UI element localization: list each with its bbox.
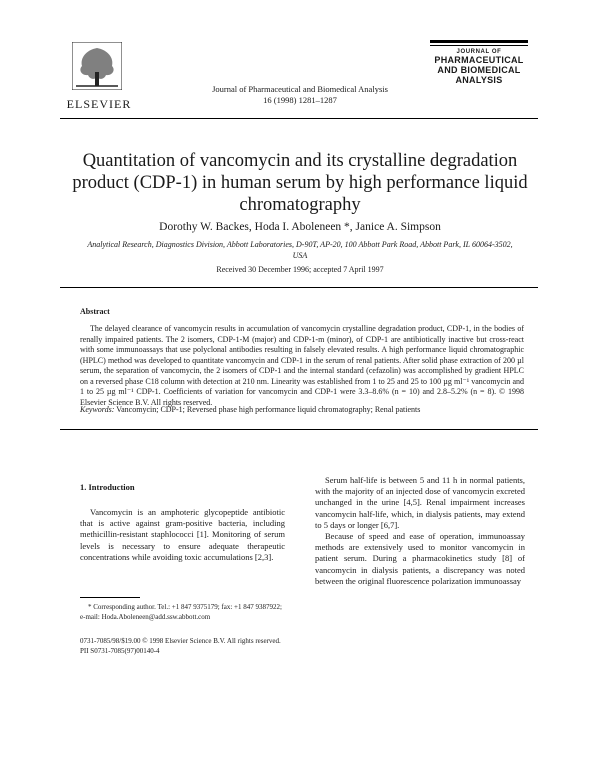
journal-volume: 16 (1998) 1281–1287 bbox=[263, 95, 337, 105]
title-divider bbox=[60, 287, 538, 288]
corresponding-author-footnote: * Corresponding author. Tel.: +1 847 9375179; fax: +1 847 9387922; e-mail: Hoda.Aboleneen@add.ssw.abbott.com bbox=[80, 603, 282, 621]
journal-name: Journal of Pharmaceutical and Biomedical Analysis bbox=[212, 84, 388, 94]
masthead-rule-thick bbox=[430, 40, 528, 43]
abstract-body: The delayed clearance of vancomycin results in accumulation of vancomycin crystalline degradation product, CDP-1, in the bodies of renally impaired patients. The 2 isomers, CDP-1-M (major) and CDP-1-m (minor), of CDP-1 are antibiotically inactive but cross-react with some immunoassays that use polyclonal antibodies resulting in falsely elevated results. A high performance liquid chromatographic (HPLC) method was developed to quantitate vancomycin and CDP-1 in the serum of renal patients. After solid phase extraction of 200 µl serum, the separation of vancomycin, the 2 isomers of CDP-1 and the internal standard (cefazolin) was accomplished by gradient HPLC on a reversed phase C18 column with detection at 210 nm. Linearity was established from 1 to 25 and 25 to 100 µg ml⁻¹ vancomycin and 1 to 25 µg ml⁻¹ CDP-1. Coefficients of variation for vancomycin and CDP-1 were 3.3–8.6% (n = 10) and 2.8–5.2% (n = 8). © 1998 Elsevier Science B.V. All rights reserved. bbox=[80, 324, 524, 407]
paper-title: Quantitation of vancomycin and its crystalline degradation product (CDP-1) in human serum by high performance liquid chromatography bbox=[72, 151, 528, 215]
abstract-divider bbox=[60, 429, 538, 430]
journal-masthead bbox=[430, 40, 528, 85]
intro-paragraph-2: Serum half-life is between 5 and 11 h in normal patients, with the majority of an injected dose of vancomycin excreted unchanged in the urine [4,5]. Renal impairment increases vancomycin half-life, which, in dialysis patients, may extend to 5 days or longer [6,7]. bbox=[315, 475, 525, 530]
masthead-line-3: ANALYSIS bbox=[455, 75, 503, 85]
footnote-rule bbox=[80, 597, 140, 598]
pii-line: PII S0731-7085(97)00140-4 bbox=[80, 646, 160, 655]
paper-authors: Dorothy W. Backes, Hoda I. Aboleneen *, Janice A. Simpson bbox=[159, 221, 441, 233]
keywords-label: Keywords: bbox=[80, 405, 115, 414]
header-divider bbox=[60, 118, 538, 119]
intro-paragraph-3: Because of speed and ease of operation, immunoassay methods are extensively used to monitor vancomycin in patient serum. During a pharmacokinetics study [8] of vancomycin in dialysis patients, a discrepancy was noted between the original fluorescence polarization immunoassay bbox=[315, 531, 525, 586]
masthead-rule-thin bbox=[430, 45, 528, 46]
keywords bbox=[80, 405, 524, 414]
masthead-small: JOURNAL OF bbox=[456, 49, 502, 55]
section-heading-introduction: 1. Introduction bbox=[80, 482, 135, 492]
paper-affiliation: Analytical Research, Diagnostics Division, Abbott Laboratories, D-90T, AP-20, 100 Abbott Park Road, Abbott Park, IL 60064-3502, USA bbox=[87, 240, 513, 260]
elsevier-tree-icon bbox=[72, 42, 122, 90]
copyright-block bbox=[80, 637, 380, 656]
publisher-logo bbox=[60, 42, 138, 112]
publisher-name: ELSEVIER bbox=[66, 97, 132, 111]
masthead-line-1: PHARMACEUTICAL bbox=[434, 55, 524, 65]
left-column bbox=[80, 482, 285, 563]
abstract-heading: Abstract bbox=[80, 307, 110, 316]
right-column bbox=[315, 475, 525, 587]
intro-paragraph-1: Vancomycin is an amphoteric glycopeptide antibiotic that is active against gram-positive bacteria, including methicillin-resistant staphlococci [1]. Monitoring of serum levels is necessary to ensure adequate therapeutic concentrations while avoiding toxic accumulations [2,3]. bbox=[80, 507, 285, 562]
keywords-list: Vancomycin; CDP-1; Reversed phase high performance liquid chromatography; Renal patients bbox=[114, 405, 421, 414]
issn-line: 0731-7085/98/$19.00 © 1998 Elsevier Science B.V. All rights reserved. bbox=[80, 637, 281, 645]
journal-reference bbox=[170, 84, 430, 106]
received-dates: Received 30 December 1996; accepted 7 April 1997 bbox=[216, 265, 384, 274]
masthead-line-2: AND BIOMEDICAL bbox=[437, 65, 521, 75]
